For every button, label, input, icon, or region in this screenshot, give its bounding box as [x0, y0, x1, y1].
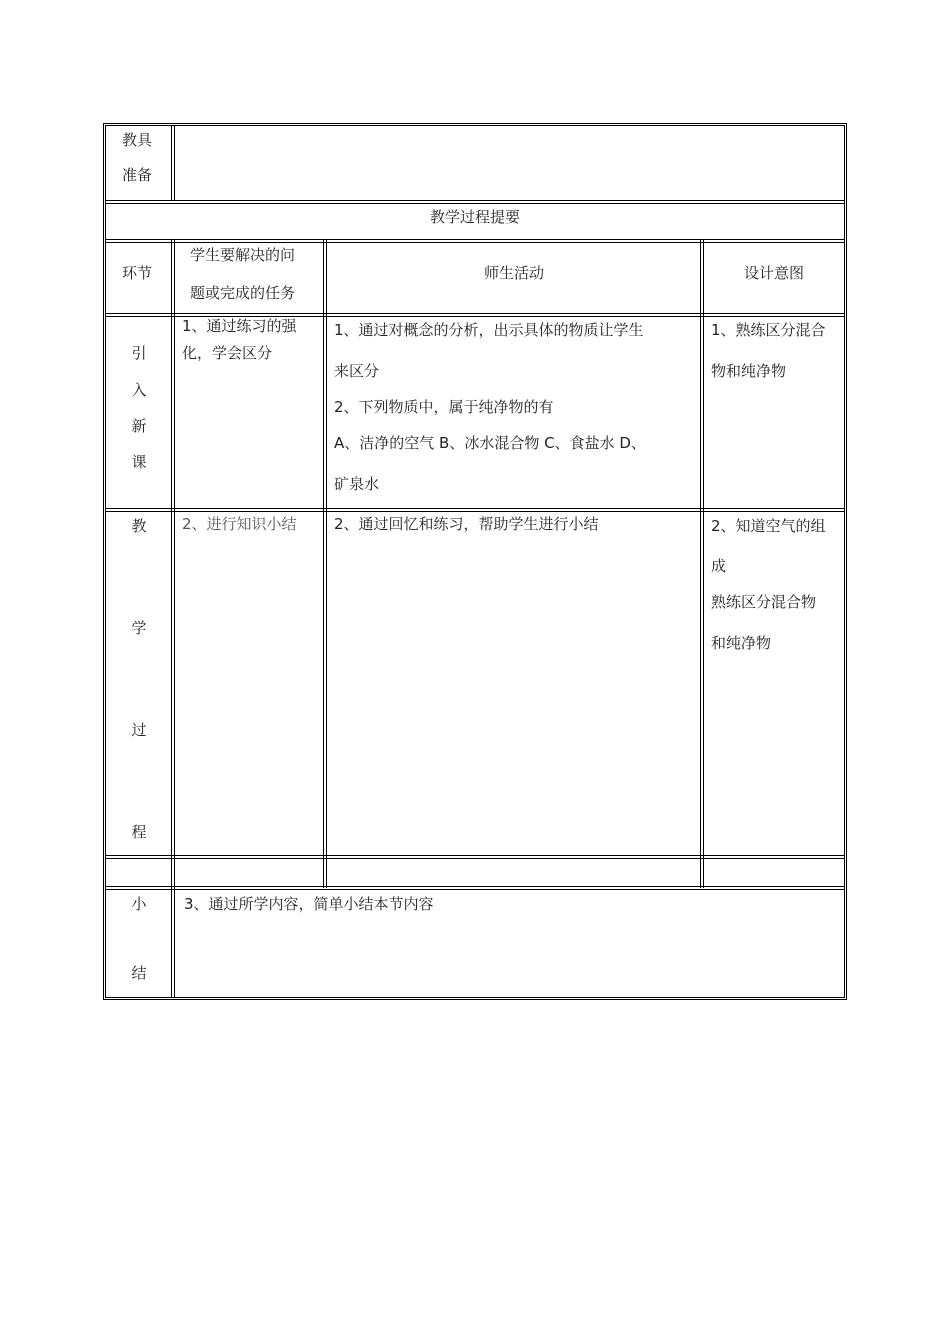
column-divider — [323, 240, 324, 888]
column-divider — [174, 887, 175, 998]
stage-char: 教 — [131, 517, 147, 535]
column-divider — [171, 887, 172, 998]
intent-text: 和纯净物 — [711, 634, 772, 652]
row-divider — [105, 858, 845, 859]
stage-char: 引 — [131, 344, 147, 362]
row-divider — [105, 242, 845, 243]
header-activity: 师生活动 — [483, 264, 544, 282]
row-divider — [105, 200, 845, 201]
row-divider — [105, 886, 845, 887]
intent-text: 熟练区分混合物 — [711, 593, 817, 611]
equipment-label: 教具 — [122, 131, 153, 149]
column-divider — [174, 125, 175, 201]
column-divider — [171, 240, 172, 888]
intent-text: 物和纯净物 — [711, 362, 787, 380]
header-task: 学生要解决的问 — [190, 246, 296, 264]
stage-char: 程 — [131, 823, 147, 841]
summary-text: 3、通过所学内容，简单小结本节内容 — [184, 895, 434, 913]
stage-char: 新 — [131, 417, 147, 435]
stage-char: 课 — [131, 453, 147, 471]
row-divider — [105, 855, 845, 856]
activity-text: 来区分 — [334, 362, 380, 380]
stage-char: 学 — [131, 619, 147, 637]
intent-text: 2、知道空气的组 — [711, 517, 826, 535]
row-divider — [105, 203, 845, 204]
activity-text: 矿泉水 — [334, 475, 380, 493]
row-divider — [105, 889, 845, 890]
row-divider — [105, 313, 845, 314]
row-divider — [105, 508, 845, 509]
intent-text: 1、熟练区分混合 — [711, 321, 826, 339]
process-title: 教学过程提要 — [429, 208, 520, 226]
activity-text: 1、通过对概念的分析，出示具体的物质让学生 — [334, 321, 644, 339]
activity-text: A、洁净的空气 B、冰水混合物 C、食盐水 D、 — [334, 434, 646, 452]
equipment-label: 准备 — [122, 166, 153, 184]
column-divider — [174, 240, 175, 888]
stage-char: 结 — [131, 964, 147, 982]
activity-text: 2、下列物质中，属于纯净物的有 — [334, 398, 554, 416]
row-divider — [105, 511, 845, 512]
column-divider — [703, 240, 704, 888]
task-text: 2、进行知识小结 — [182, 515, 297, 533]
stage-char: 过 — [131, 721, 147, 739]
activity-text: 2、通过回忆和练习，帮助学生进行小结 — [334, 515, 599, 533]
intent-text: 成 — [711, 557, 727, 575]
header-stage: 环节 — [122, 264, 153, 282]
task-text: 化，学会区分 — [182, 344, 273, 362]
row-divider — [105, 239, 845, 240]
column-divider — [171, 125, 172, 201]
column-divider — [700, 240, 701, 888]
stage-char: 小 — [131, 895, 147, 913]
task-text: 1、通过练习的强 — [182, 317, 297, 335]
stage-char: 入 — [131, 381, 147, 399]
header-task: 题或完成的任务 — [190, 284, 296, 302]
header-intent: 设计意图 — [743, 264, 804, 282]
column-divider — [326, 240, 327, 888]
